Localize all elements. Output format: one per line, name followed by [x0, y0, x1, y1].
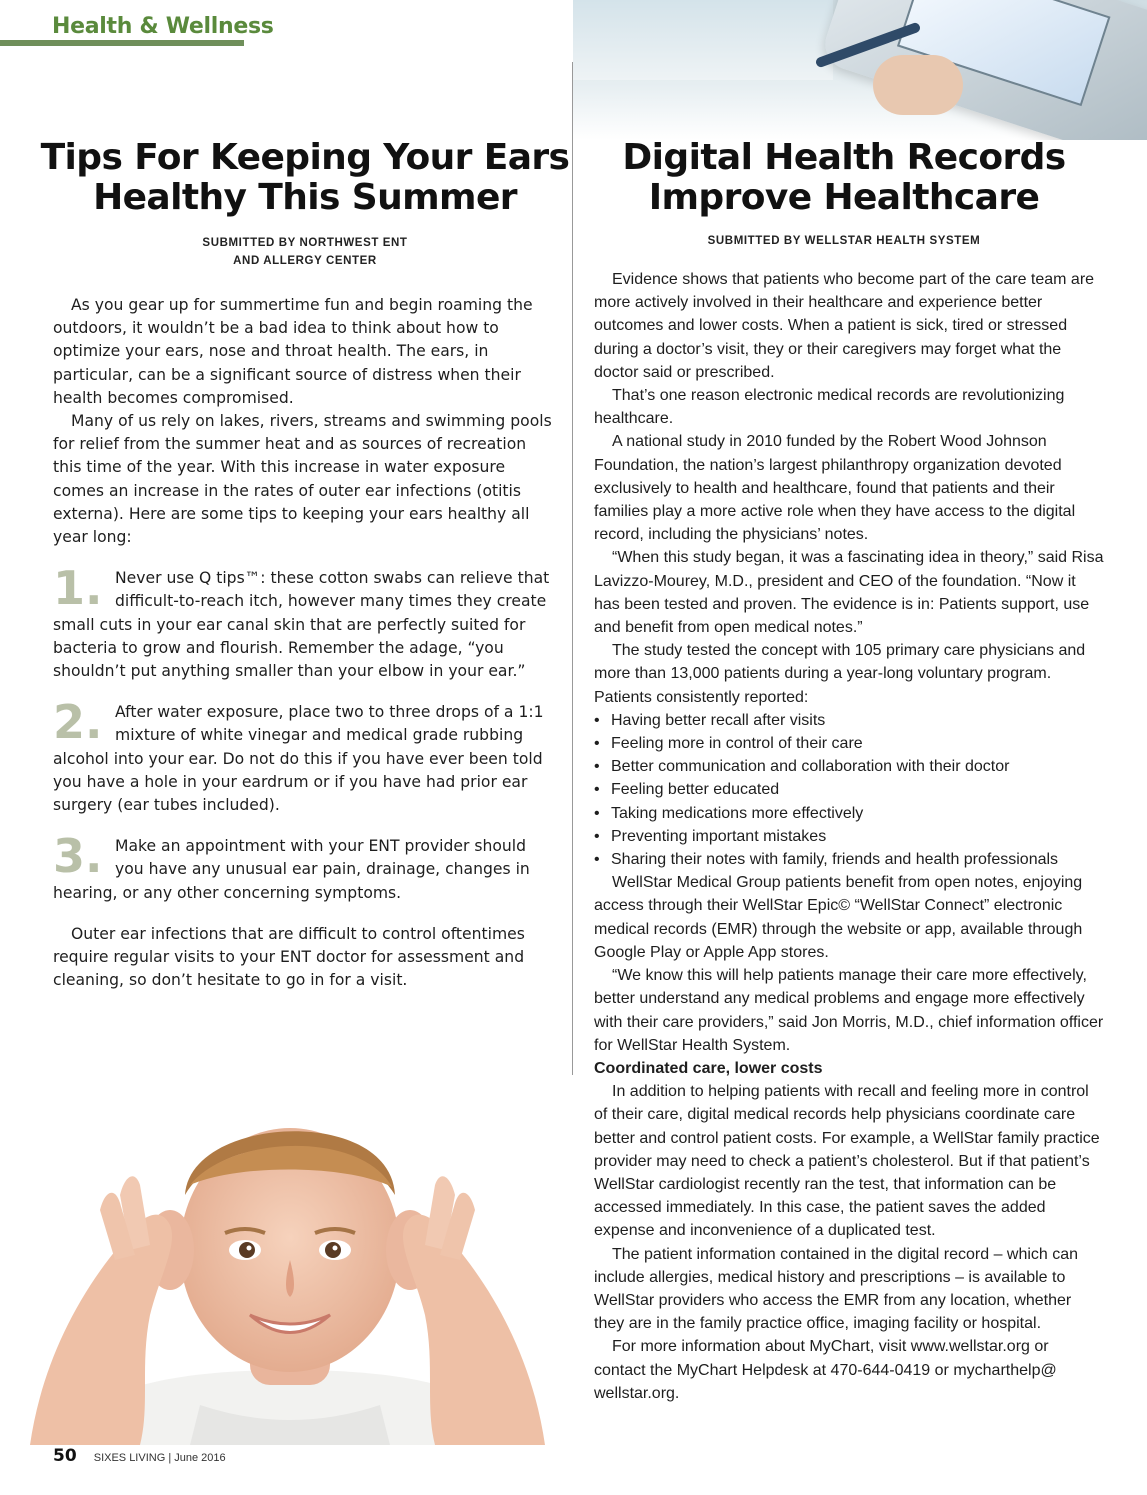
list-item: • Sharing their notes with family, friends and health professionals [594, 848, 1104, 871]
list-item: • Taking medications more effectively [594, 802, 1104, 825]
subhead-coordinated-care: Coordinated care, lower costs [594, 1059, 823, 1077]
right-para-1: Evidence shows that patients who become part of the care team are more actively involved in their healthcare and experience better outcomes and lower costs. When a patient is sick, tired or stressed during a doctor’s visit, they or their caregivers may forget what the doctor said or prescribed. [594, 271, 1095, 381]
list-item: • Preventing important mistakes [594, 825, 1104, 848]
left-para-1: As you gear up for summertime fun and begin roaming the outdoors, it wouldn’t be a bad idea to think about how to optimize your ears, nose and throat health. The ears, in particular, can be a significant source of distress when their health becomes compromised. [53, 296, 533, 407]
right-para-5: The study tested the concept with 105 primary care physicians and more than 13,000 patients during a year-long voluntary program. Patients consistently reported: [594, 642, 1086, 706]
right-byline: SUBMITTED BY WELLSTAR HEALTH SYSTEM [707, 235, 981, 247]
section-label: Health & Wellness [52, 14, 274, 39]
tip-item [53, 829, 557, 905]
tip-number: 3. [53, 829, 103, 884]
left-title-line-2: Healthy This Summer [93, 177, 517, 218]
list-item: • Feeling better educated [594, 778, 1104, 801]
boy-illustration [0, 1075, 573, 1445]
tip-text: Make an appointment with your ENT provider should you have any unusual ear pain, drainage, changes in hearing, or any other concerning symptoms. [53, 837, 530, 902]
right-title-line-2: Improve Healthcare [648, 177, 1040, 218]
footer-separator: | [168, 1452, 172, 1464]
right-para-4: “When this study began, it was a fascinating idea in theory,” said Risa Lavizzo-Mourey, M.D., president and CEO of the foundation. “Now it has been tested and proven. The evidence is in: Patients support, use and benefit from open medical notes.” [594, 549, 1104, 637]
tip-item [53, 561, 557, 683]
right-para-2: That’s one reason electronic medical records are revolutionizing healthcare. [594, 387, 1065, 428]
section-bar [0, 40, 244, 46]
hand-shape [873, 55, 963, 115]
boy-listening-photo [0, 1075, 573, 1445]
hero-image-tablet [573, 0, 1147, 140]
tip-item [53, 695, 557, 817]
right-para-7: “We know this will help patients manage their care more effectively, better understand any medical problems and engage more effectively with their care providers,” said Jon Morris, M.D., chief information officer for WellStar Health System. [594, 967, 1104, 1054]
tip-number: 1. [53, 561, 103, 616]
tablet-shape [819, 0, 1147, 140]
left-byline-line-2: AND ALLERGY CENTER [233, 255, 377, 267]
list-item: • Feeling more in control of their care [594, 732, 1104, 755]
tip-number: 2. [53, 695, 103, 750]
left-article-title [40, 138, 570, 218]
page-footer [53, 1446, 226, 1466]
left-byline-line-1: SUBMITTED BY NORTHWEST ENT [202, 237, 408, 249]
right-para-3: A national study in 2010 funded by the Robert Wood Johnson Foundation, the nation’s largest philanthropy organization devoted exclusively to health and healthcare, found that patients and their families play a more active role when they have access to the digital record, including the physicians’ notes. [594, 433, 1076, 544]
tip-text: After water exposure, place two to three drops of a 1:1 mixture of white vinegar and medical grade rubbing alcohol into your ear. Do not do this if you have ever been told you have a hole in your eardrum or if you have had prior ear surgery (ear tubes included). [53, 703, 544, 815]
left-article-body [53, 294, 557, 992]
issue-date: June 2016 [174, 1452, 226, 1464]
list-item: • Better communication and collaboration with their doctor [594, 755, 1104, 778]
right-para-9: The patient information contained in the digital record – which can include allergies, medical history and prescriptions – is available to WellStar providers who access the EMR from any location, whether they are in the family practice office, imaging facility or hospital. [594, 1245, 1079, 1333]
left-closing-para: Outer ear infections that are difficult to control oftentimes require regular visits to your ENT doctor for assessment and cleaning, so don’t hesitate to go in for a visit. [53, 924, 525, 990]
left-title-line-1: Tips For Keeping Your Ears [40, 137, 570, 178]
right-para-8: In addition to helping patients with recall and feeling more in control of their care, digital medical records help physicians coordinate care better and control patient costs. For example, a WellStar family practice provider may need to check a patient’s cholesterol. But if that patient’s WellStar cardiologist recently ran the test, that information can be accessed immediately. In this case, the patient saves the added expense and inconvenience of a duplicated test. [594, 1083, 1100, 1240]
page-number: 50 [53, 1446, 77, 1466]
benefits-list [594, 709, 1104, 871]
lab-coat-shape [573, 0, 833, 80]
right-article-title [594, 138, 1094, 218]
publication-name: SIXES LIVING [93, 1452, 166, 1464]
right-para-10: For more information about MyChart, visit www.wellstar.org or contact the MyChart Helpdesk at 470-644-0419 or mycharthelp@ wellstar.org. [594, 1338, 1057, 1402]
right-para-6: WellStar Medical Group patients benefit from open notes, enjoying access through their WellStar Epic© “WellStar Connect” electronic medical records (EMR) through the website or app, available through Google Play or Apple App stores. [594, 874, 1083, 961]
left-byline [100, 234, 510, 270]
list-item: • Having better recall after visits [594, 709, 1104, 732]
left-para-2: Many of us rely on lakes, rivers, streams and swimming pools for relief from the summer heat and as sources of recreation this time of the year. With this increase in water exposure comes an increase in the rates of outer ear infections (otitis externa). Here are some tips to keeping your ears healthy all year long: [53, 412, 552, 547]
right-article-body [594, 268, 1104, 1405]
right-title-line-1: Digital Health Records [622, 137, 1066, 178]
tip-text: Never use Q tips™: these cotton swabs can relieve that difficult-to-reach itch, however many times they create small cuts in your ear canal skin that are perfectly suited for bacteria to grow and flourish. Remember the adage, “you shouldn’t put anything smaller than your elbow in your ear.” [53, 569, 550, 681]
